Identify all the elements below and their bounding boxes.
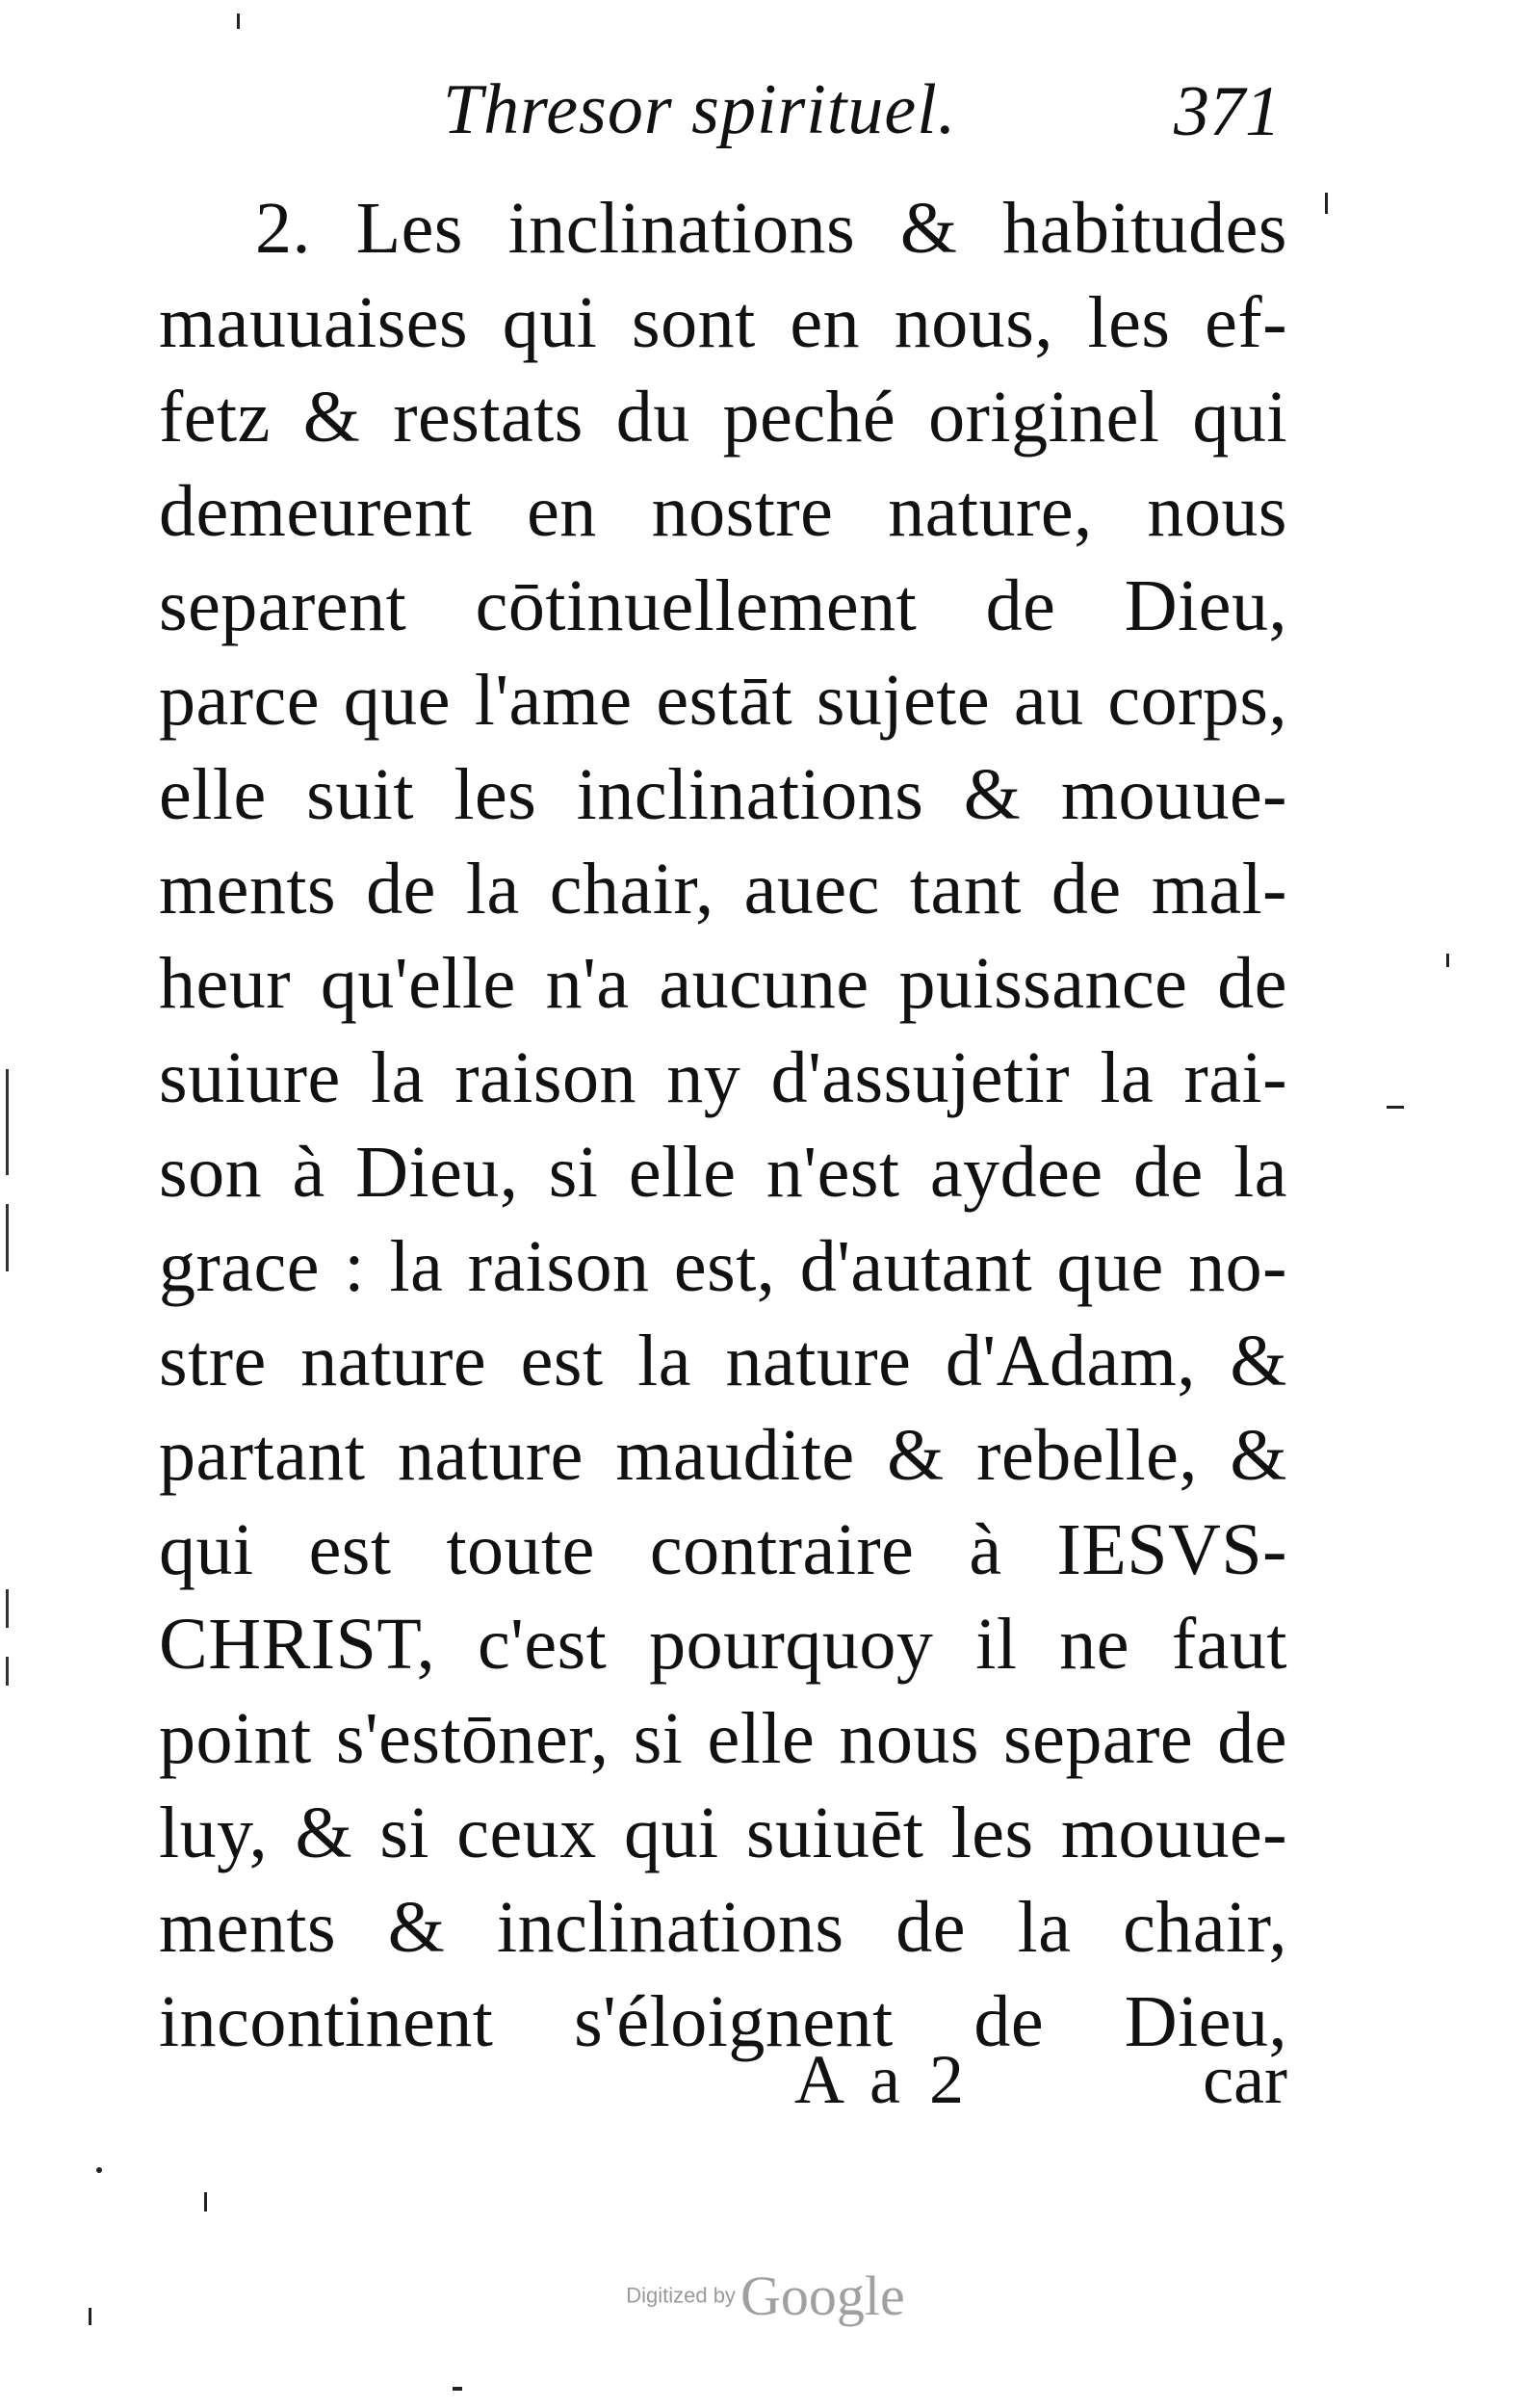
- text-line: demeurent en nostre nature, nous: [159, 471, 1287, 552]
- signature-mark: A a 2: [794, 2041, 970, 2118]
- text-line: fetz & restats du peché originel qui: [159, 377, 1287, 458]
- text-line: elle suit les inclinations & mouue-: [159, 754, 1287, 835]
- text-line: mauuaises qui sont en nous, les ef-: [159, 282, 1287, 363]
- text-line: CHRIST, c'est pourquoy il ne faut: [159, 1604, 1287, 1685]
- margin-tick: [6, 1589, 9, 1628]
- scan-speck: [89, 2308, 91, 2325]
- scan-speck: [96, 2167, 102, 2173]
- digitized-watermark: [0, 2264, 1531, 2328]
- text-line: qui est toute contraire à IESVS-: [159, 1509, 1287, 1590]
- digitized-by-label: Digitized by: [626, 2283, 736, 2308]
- scan-speck: [237, 13, 240, 29]
- scan-speck: [204, 2192, 207, 2212]
- text-line: son à Dieu, si elle n'est aydee de la: [159, 1132, 1287, 1213]
- running-title: Thresor spirituel.: [443, 70, 957, 149]
- body-text: [159, 181, 1287, 2069]
- scan-speck: [453, 2387, 462, 2391]
- text-line: incontinent s'éloignent de Dieu,: [159, 1981, 1287, 2062]
- text-line: partant nature maudite & rebelle, &: [159, 1415, 1287, 1496]
- catchword: car: [1203, 2041, 1287, 2118]
- text-line: ments de la chair, auec tant de mal-: [159, 849, 1287, 929]
- text-line: stre nature est la nature d'Adam, &: [159, 1321, 1287, 1401]
- text-line: 2. Les inclinations & habitudes: [255, 188, 1287, 269]
- margin-tick: [6, 1657, 9, 1686]
- text-line: parce que l'ame estāt sujete au corps,: [159, 660, 1287, 741]
- text-line: luy, & si ceux qui suiuēt les mouue-: [159, 1793, 1287, 1873]
- scan-speck: [1387, 1106, 1404, 1109]
- margin-tick: [6, 1069, 9, 1175]
- margin-tick: [6, 1204, 9, 1271]
- text-line: separent cōtinuellement de Dieu,: [159, 565, 1287, 646]
- text-line: suiure la raison ny d'assujetir la rai-: [159, 1037, 1287, 1118]
- scan-speck: [1446, 954, 1449, 967]
- google-logo: Google: [740, 2264, 905, 2327]
- scan-speck: [1325, 193, 1328, 214]
- text-line: heur qu'elle n'a aucune puissance de: [159, 943, 1287, 1024]
- page-number: 371: [1174, 72, 1281, 151]
- text-line: point s'estōner, si elle nous separe de: [159, 1698, 1287, 1779]
- text-line: grace : la raison est, d'autant que no-: [159, 1226, 1287, 1307]
- running-head: [154, 60, 1300, 175]
- text-line: ments & inclinations de la chair,: [159, 1887, 1287, 1968]
- catchline: [159, 2040, 1287, 2136]
